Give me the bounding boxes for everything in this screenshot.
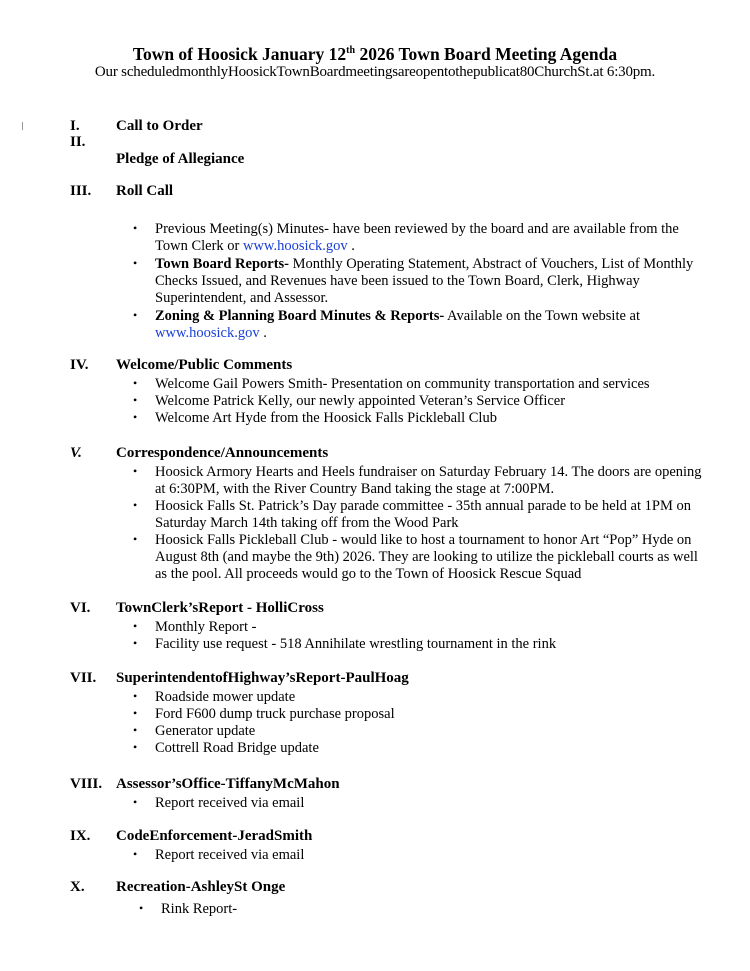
item-text: Ford F600 dump truck purchase proposal xyxy=(155,706,395,722)
section-number: II. xyxy=(70,134,86,150)
list-item xyxy=(133,376,713,393)
section-heading: Recreation-AshleySt Onge xyxy=(116,879,286,895)
website-link[interactable]: www.hoosick.gov xyxy=(155,325,260,341)
title-text: Town of Hoosick January 12 xyxy=(132,44,347,64)
list-item xyxy=(133,393,713,410)
section-heading: Roll Call xyxy=(116,183,174,199)
section-number: III. xyxy=(70,183,92,199)
list-item xyxy=(133,847,713,864)
meeting-info: Our scheduledmonthlyHoosickTownBoardmeetingsareopentothepublicat80ChurchSt.at 6:30pm. xyxy=(94,64,656,80)
section-number: VII. xyxy=(70,670,97,686)
section-heading: Correspondence/Announcements xyxy=(116,445,329,461)
item-text: Available on the Town website at xyxy=(444,308,640,324)
list-item xyxy=(133,532,713,583)
list-item xyxy=(133,256,713,307)
item-text: Roadside mower update xyxy=(155,689,296,705)
bullet-icon: • xyxy=(133,706,138,720)
item-bold-label: Zoning & Planning Board Minutes & Reports- xyxy=(155,308,445,324)
list-item xyxy=(133,636,713,653)
bullet-list xyxy=(133,847,713,864)
bullet-icon: • xyxy=(133,221,138,235)
list-item xyxy=(133,221,713,255)
item-text: Monthly Report - xyxy=(155,619,257,635)
bullet-icon: • xyxy=(133,256,138,270)
website-link[interactable]: www.hoosick.gov xyxy=(242,238,348,254)
bullet-icon: • xyxy=(133,847,138,861)
bullet-list xyxy=(133,795,713,812)
item-text: Cottrell Road Bridge update xyxy=(155,740,319,756)
item-bold-label: Town Board Reports- xyxy=(155,256,290,272)
page-title xyxy=(0,44,750,65)
item-text: Facility use request - 518 Annihilate wrestling tournament in the rink xyxy=(155,636,557,652)
item-text: Hoosick Falls Pickleball Club - would like to host a tournament to honor Art “Pop” Hyde on August 8th (and maybe the 9th) 2026. They are looking to utilize the pickleball courts as well as the pool. All proceeds would go to the Town of Hoosick Rescue Squad xyxy=(155,532,698,582)
item-text-tail: . xyxy=(347,238,355,254)
bullet-icon: • xyxy=(139,901,144,915)
list-item xyxy=(133,308,713,342)
bullet-list xyxy=(133,376,713,427)
section-number: VI. xyxy=(70,600,91,616)
bullet-list xyxy=(139,901,719,918)
list-item xyxy=(139,901,719,918)
item-text: Generator update xyxy=(155,723,256,739)
list-item xyxy=(133,740,713,757)
margin-mark xyxy=(22,122,23,130)
bullet-list xyxy=(133,689,713,757)
bullet-icon: • xyxy=(133,740,138,754)
bullet-list xyxy=(133,464,713,583)
bullet-icon: • xyxy=(133,410,138,424)
bullet-icon: • xyxy=(133,376,138,390)
section-number: VIII. xyxy=(70,776,103,792)
list-item xyxy=(133,464,713,498)
section-heading: Assessor’sOffice-TiffanyMcMahon xyxy=(116,776,340,792)
section-heading: Call to Order xyxy=(116,118,203,134)
list-item xyxy=(133,689,713,706)
item-text: Welcome Art Hyde from the Hoosick Falls Pickleball Club xyxy=(155,410,497,426)
section-heading: Pledge of Allegiance xyxy=(116,151,245,167)
list-item xyxy=(133,619,713,636)
bullet-list xyxy=(133,619,713,653)
bullet-icon: • xyxy=(133,532,138,546)
bullet-icon: • xyxy=(133,723,138,737)
bullet-icon: • xyxy=(133,498,138,512)
item-text: Report received via email xyxy=(155,847,305,863)
item-text: Previous Meeting(s) Minutes- have been reviewed by the board and are available from the Town Clerk or xyxy=(155,221,679,254)
bullet-icon: • xyxy=(133,464,138,478)
list-item xyxy=(133,706,713,723)
bullet-icon: • xyxy=(133,308,138,322)
bullet-icon: • xyxy=(133,689,138,703)
section-number: I. xyxy=(70,118,80,134)
item-text: Hoosick Armory Hearts and Heels fundraiser on Saturday February 14. The doors are opening at 6:30PM, with the River Country Band taking the stage at 7:00PM. xyxy=(155,464,702,497)
item-text: Welcome Gail Powers Smith- Presentation on community transportation and services xyxy=(155,376,650,392)
bullet-icon: • xyxy=(133,795,138,809)
section-number: IX. xyxy=(70,828,91,844)
bullet-icon: • xyxy=(133,393,138,407)
item-text-tail: . xyxy=(259,325,267,341)
item-text: Hoosick Falls St. Patrick’s Day parade committee - 35th annual parade to be held at 1PM on Saturday March 14th taking off from the Wood Park xyxy=(155,498,691,531)
title-superscript: th xyxy=(346,45,356,57)
bullet-icon: • xyxy=(133,636,138,650)
item-text: Report received via email xyxy=(155,795,305,811)
item-text: Rink Report- xyxy=(161,901,238,917)
list-item xyxy=(133,723,713,740)
section-number: V. xyxy=(70,445,82,461)
title-text-end: 2026 Town Board Meeting Agenda xyxy=(355,44,618,64)
list-item xyxy=(133,498,713,532)
section-heading: TownClerk’sReport - HolliCross xyxy=(116,600,324,616)
item-text: Welcome Patrick Kelly, our newly appointed Veteran’s Service Officer xyxy=(155,393,566,409)
list-item xyxy=(133,410,713,427)
bullet-icon: • xyxy=(133,619,138,633)
item-text: Monthly Operating Statement, Abstract of Vouchers, List of Monthly Checks Issued, and Revenues have been issued to the Town Board, Clerk, Highway Superintendent, and Assessor. xyxy=(155,256,694,306)
section-heading: CodeEnforcement-JeradSmith xyxy=(116,828,313,844)
section-heading: SuperintendentofHighway’sReport-PaulHoag xyxy=(116,670,409,686)
section-number: X. xyxy=(70,879,85,895)
section-number: IV. xyxy=(70,357,89,373)
bullet-list xyxy=(133,221,713,342)
section-heading: Welcome/Public Comments xyxy=(116,357,293,373)
list-item xyxy=(133,795,713,812)
